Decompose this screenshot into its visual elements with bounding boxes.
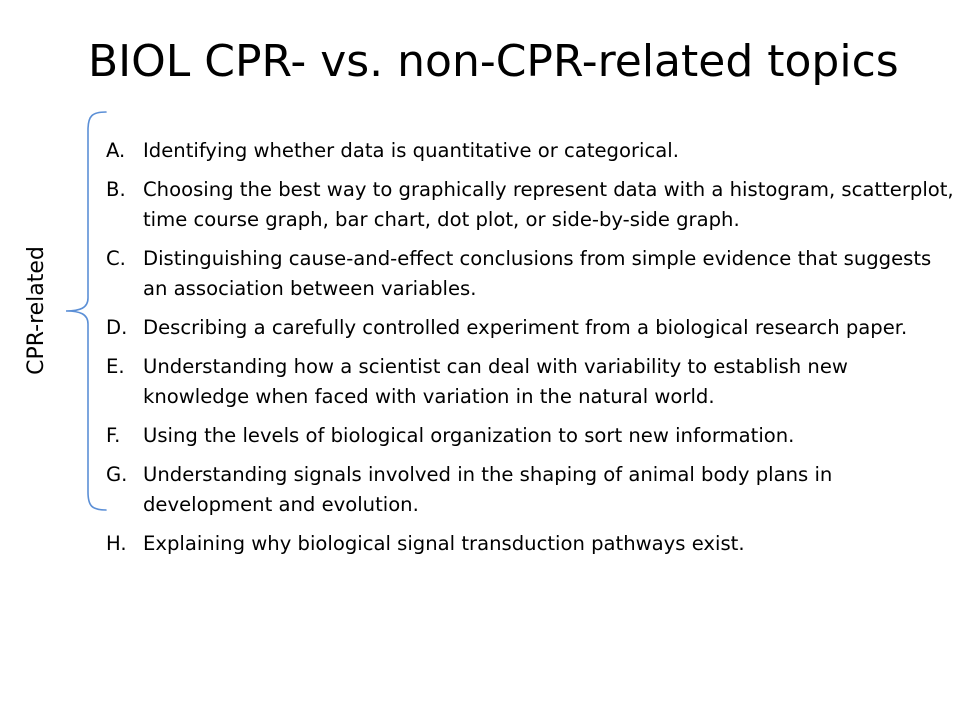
topic-item-b	[106, 175, 954, 235]
topic-text: Choosing the best way to graphically represent data with a histogram, scatterplot, time course graph, bar chart, dot plot, or side-by-side graph.	[143, 178, 954, 231]
topic-letter: E.	[106, 355, 125, 378]
topic-text: Explaining why biological signal transduction pathways exist.	[143, 532, 745, 555]
topic-letter: H.	[106, 532, 127, 555]
topic-item-c	[106, 244, 954, 304]
topic-letter: C.	[106, 247, 126, 270]
topic-item-e	[106, 352, 954, 412]
topic-text: Using the levels of biological organization to sort new information.	[143, 424, 795, 447]
cpr-related-label	[8, 230, 64, 390]
topic-text: Understanding signals involved in the shaping of animal body plans in development and evolution.	[143, 463, 833, 516]
topic-item-g	[106, 460, 954, 520]
topic-text: Understanding how a scientist can deal with variability to establish new knowledge when faced with variation in the natural world.	[143, 355, 848, 408]
topic-letter: B.	[106, 178, 126, 201]
topic-letter: G.	[106, 463, 128, 486]
topic-text: Identifying whether data is quantitative or categorical.	[143, 139, 679, 162]
topic-text: Describing a carefully controlled experiment from a biological research paper.	[143, 316, 908, 339]
topic-item-d	[106, 313, 954, 343]
cpr-related-label-text: CPR-related	[23, 245, 49, 375]
topic-text: Distinguishing cause-and-effect conclusions from simple evidence that suggests an association between variables.	[143, 247, 932, 300]
slide-title: BIOL CPR- vs. non-CPR-related topics	[88, 36, 899, 87]
cpr-bracket-line	[66, 112, 106, 510]
cpr-bracket	[60, 110, 110, 512]
topic-item-a	[106, 136, 954, 166]
topic-letter: F.	[106, 424, 121, 447]
topic-item-h	[106, 529, 954, 559]
topic-letter: D.	[106, 316, 128, 339]
topic-item-f	[106, 421, 954, 451]
topic-letter: A.	[106, 139, 126, 162]
topic-list	[106, 136, 954, 568]
